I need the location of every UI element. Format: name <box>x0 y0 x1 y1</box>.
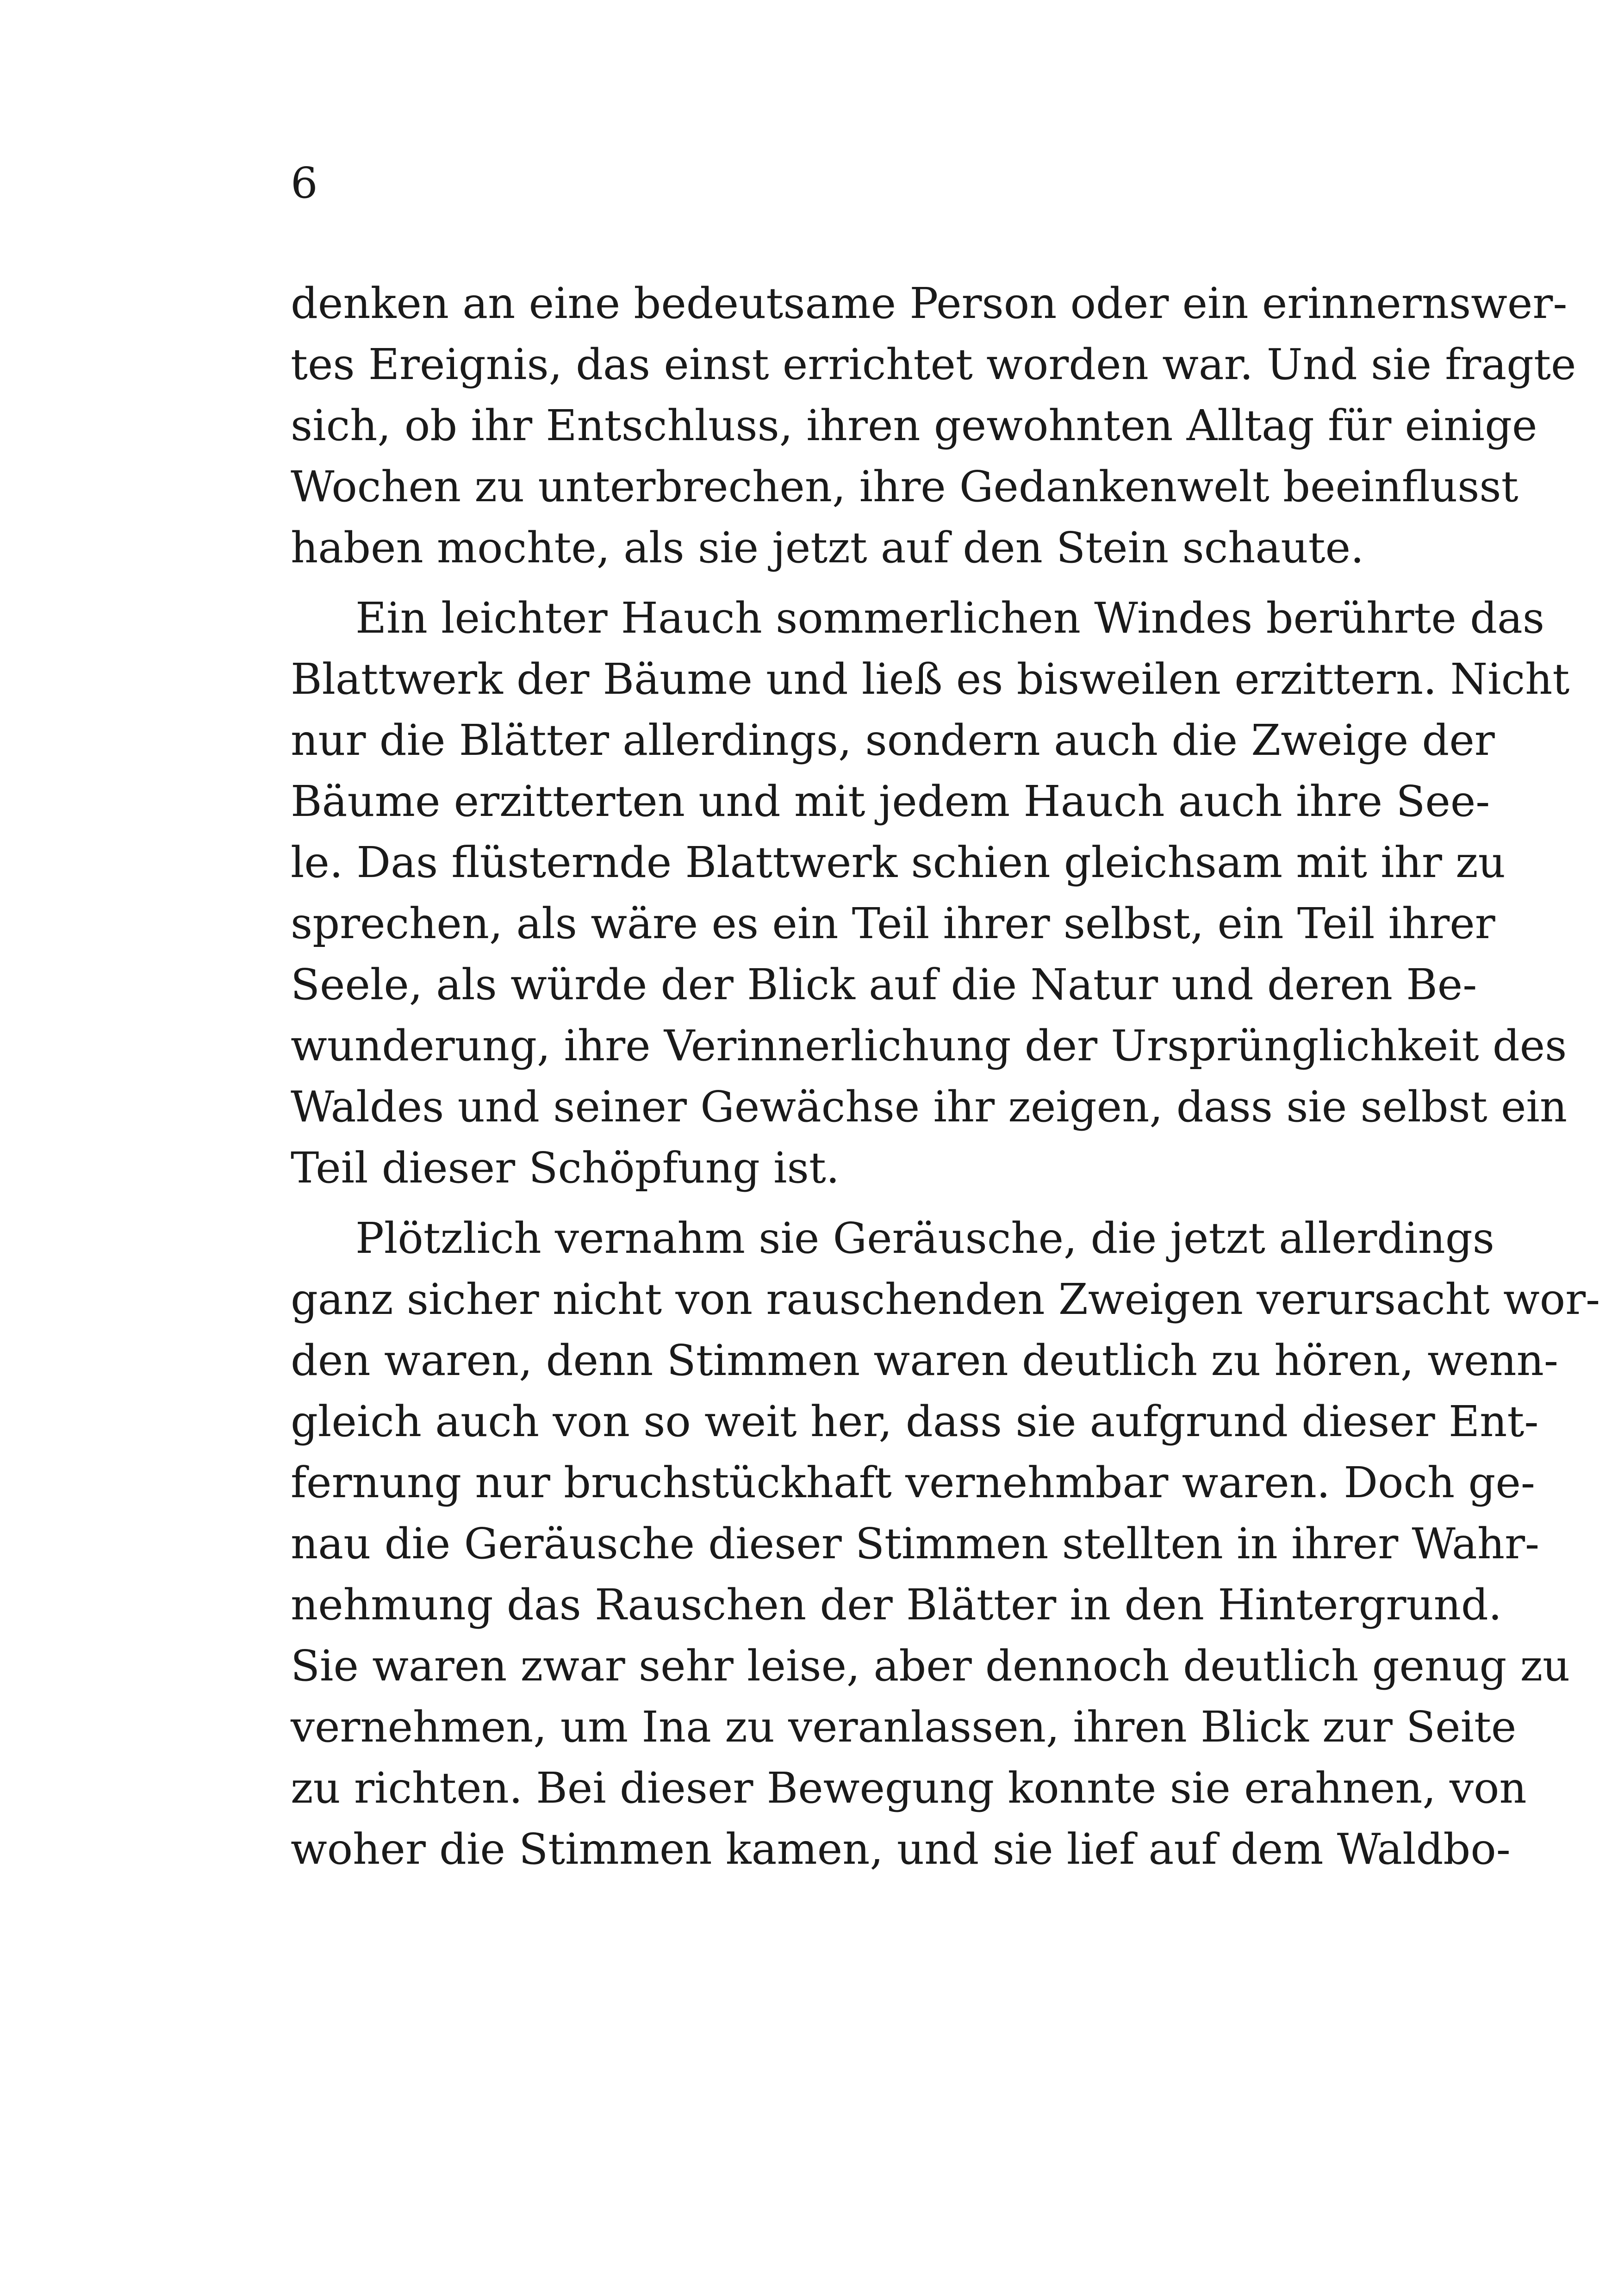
text-line: haben mochte, als sie jetzt auf den Stein schaute. <box>291 523 1364 572</box>
text-line: Bäume erzitterten und mit jedem Hauch auch ihre See- <box>291 777 1490 826</box>
paragraph-1 <box>291 273 1576 579</box>
paragraph-2 <box>291 588 1570 1199</box>
text-line: ganz sicher nicht von rauschenden Zweigen verursacht wor- <box>291 1275 1600 1324</box>
paragraph-3 <box>291 1208 1600 1880</box>
text-line: woher die Stimmen kamen, und sie lief auf dem Waldbo- <box>291 1824 1511 1874</box>
text-line: Seele, als würde der Blick auf die Natur und deren Be- <box>291 960 1477 1009</box>
body-text <box>291 273 1600 1889</box>
text-line: Ein leichter Hauch sommerlichen Windes berührte das <box>355 593 1545 643</box>
text-line: zu richten. Bei dieser Bewegung konnte sie erahnen, von <box>291 1763 1527 1813</box>
text-line: den waren, denn Stimmen waren deutlich zu hören, wenn- <box>291 1336 1559 1385</box>
page-number: 6 <box>291 158 318 208</box>
text-line: Blattwerk der Bäume und ließ es bisweilen erzittern. Nicht <box>291 654 1570 704</box>
text-line: Wochen zu unterbrechen, ihre Gedankenwelt beeinflusst <box>291 462 1518 511</box>
text-line: sich, ob ihr Entschluss, ihren gewohnten Alltag für einige <box>291 401 1537 450</box>
text-line: nau die Geräusche dieser Stimmen stellten in ihrer Wahr- <box>291 1519 1540 1568</box>
text-line: Sie waren zwar sehr leise, aber dennoch deutlich genug zu <box>291 1641 1570 1691</box>
text-line: le. Das flüsternde Blattwerk schien gleichsam mit ihr zu <box>291 838 1506 887</box>
text-line: Teil dieser Schöpfung ist. <box>291 1143 840 1193</box>
text-line: gleich auch von so weit her, dass sie aufgrund dieser Ent- <box>291 1397 1539 1446</box>
text-line: sprechen, als wäre es ein Teil ihrer selbst, ein Teil ihrer <box>291 899 1495 948</box>
text-line: vernehmen, um Ina zu veranlassen, ihren Blick zur Seite <box>291 1702 1517 1752</box>
text-line: Plötzlich vernahm sie Geräusche, die jetzt allerdings <box>355 1213 1494 1263</box>
text-line: denken an eine bedeutsame Person oder ein erinnernswer- <box>291 279 1568 328</box>
text-line: Waldes und seiner Gewächse ihr zeigen, dass sie selbst ein <box>291 1082 1568 1132</box>
text-line: tes Ereignis, das einst errichtet worden war. Und sie fragte <box>291 340 1576 389</box>
text-line: nehmung das Rauschen der Blätter in den Hintergrund. <box>291 1580 1502 1630</box>
text-line: fernung nur bruchstückhaft vernehmbar waren. Doch ge- <box>291 1458 1535 1507</box>
text-line: wunderung, ihre Verinnerlichung der Ursprünglichkeit des <box>291 1021 1567 1070</box>
text-line: nur die Blätter allerdings, sondern auch die Zweige der <box>291 716 1495 765</box>
